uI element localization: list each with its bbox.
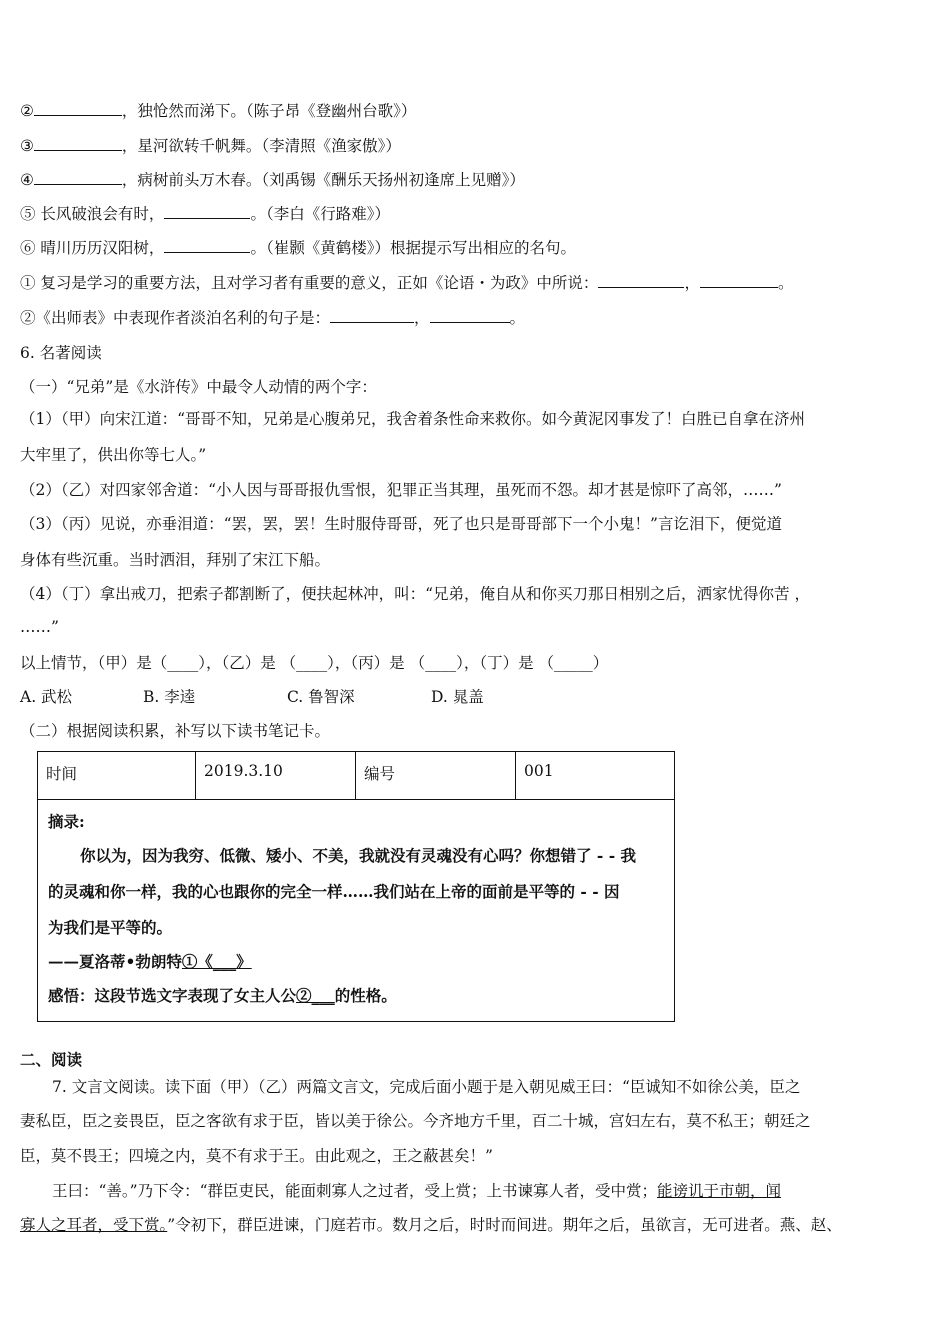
poem-6-text-before: ⑥ 晴川历历汉阳树， — [20, 239, 165, 257]
prompt-1-separator: ， — [684, 274, 700, 292]
prompt-2-end: 。 — [509, 309, 526, 327]
reflection-text: 感悟：这段节选文字表现了女主人公 — [48, 986, 297, 1005]
prompt-2-blank-b[interactable] — [430, 308, 510, 323]
reading-note-card — [37, 751, 675, 1022]
poem-line-2 — [20, 101, 416, 121]
passage-line: （1）（甲）向宋江道：“哥哥不知，兄弟是心腹弟兄，我舍着条性命来救你。如今黄泥冈事发了！白胜已自拿在济州 — [20, 410, 806, 428]
prompt-2-blank-a[interactable] — [330, 308, 414, 323]
prompt-2-separator: ， — [414, 309, 430, 327]
prompt-1-text: ① 复习是学习的重要方法，且对学习者有重要的意义，正如《论语・为政》中所说： — [20, 274, 599, 292]
poem-5-text-before: ⑤ 长风破浪会有时， — [20, 205, 165, 223]
classical-line: 妻私臣，臣之妾畏臣，臣之客欲有求于臣，皆以美于徐公。今齐地方千里，百二十城，宫妇左右，莫不私王；朝廷之 — [20, 1112, 811, 1130]
prompt-1-end: 。 — [777, 274, 794, 292]
poem-line-3 — [20, 136, 401, 156]
excerpt-line: 为我们是平等的。 — [48, 918, 173, 937]
option-a[interactable]: A. 武松 — [20, 688, 73, 706]
prompt-1-blank-a[interactable] — [598, 273, 684, 288]
poem-line-6 — [20, 238, 576, 258]
classical-line: 臣，莫不畏王；四境之内，莫不有求于王。由此观之，王之蔽甚矣！” — [20, 1147, 493, 1165]
question-6-title: 6. 名著阅读 — [20, 344, 102, 362]
match-question: 以上情节，（甲）是（____），（乙）是 （____），（丙）是 （____），（丁）是 （_____） — [20, 654, 609, 672]
excerpt-label: 摘录: — [48, 812, 85, 831]
poem-3-text: ，星河欲转千帆舞。（李清照《渔家傲》） — [121, 137, 401, 155]
excerpt-line: 你以为，因为我穷、低微、矮小、不美，我就没有灵魂没有心吗？你想错了 - - 我 — [80, 846, 637, 865]
character-trait-blank[interactable]: ②___ — [296, 986, 335, 1005]
passage-line: （3）（丙）见说，亦垂泪道：“罢，罢，罢！生时服侍哥哥，死了也只是哥哥部下一个小鬼！”言讫泪下，便觉道 — [20, 515, 782, 533]
poem-line-5 — [20, 204, 390, 224]
reflection-line — [48, 984, 397, 1006]
reflection-end: 的性格。 — [334, 986, 397, 1005]
option-b[interactable]: B. 李逵 — [143, 688, 196, 706]
poem-2-text: ，独怆然而涕下。（陈子昂《登幽州台歌》） — [121, 102, 417, 120]
poem-2-number: ② — [20, 102, 34, 120]
prompt-line-1 — [20, 273, 793, 293]
passage-line: 身体有些沉重。当时洒泪，拜别了宋江下船。 — [20, 551, 331, 569]
section-2-title: 二、阅读 — [20, 1050, 83, 1069]
answer-options — [20, 687, 484, 707]
poem-5-blank[interactable] — [164, 204, 250, 219]
classical-line: 7. 文言文阅读。读下面（甲）（乙）两篇文言文，完成后面小题于是入朝见威王曰：“臣诚知不如徐公美，臣之 — [52, 1078, 801, 1096]
poem-4-blank[interactable] — [34, 170, 122, 185]
option-d[interactable]: D. 晁盖 — [431, 688, 484, 706]
poem-2-blank[interactable] — [34, 101, 122, 116]
excerpt-line: 的灵魂和你一样，我的心也跟你的完全一样……我们站在上帝的面前是平等的 - - 因 — [48, 882, 620, 901]
author-name: ——夏洛蒂•勃朗特 — [48, 952, 182, 971]
classical-text: ”令初下，群臣进谏，门庭若市。数月之后，时时而间进。期年之后，虽欲言，无可进者。燕、赵、 — [167, 1216, 842, 1234]
classical-line — [52, 1181, 781, 1201]
poem-line-4 — [20, 170, 525, 190]
prompt-line-2 — [20, 308, 525, 328]
number-label: 编号 — [356, 752, 516, 799]
time-label: 时间 — [38, 752, 196, 799]
poem-6-blank[interactable] — [164, 238, 250, 253]
underlined-sentence-part: 能谤讥于市朝，闻 — [657, 1182, 782, 1200]
poem-6-text-after: 。（崔颢《黄鹤楼》）根据提示写出相应的名句。 — [250, 239, 576, 257]
underlined-sentence-part: 寡人之耳者，受下赏。 — [20, 1216, 168, 1234]
number-value: 001 — [524, 762, 554, 780]
classical-text: 王曰：“善。”乃下令：“群臣吏民，能面刺寡人之过者，受上赏；上书谏寡人者，受中赏； — [52, 1182, 658, 1200]
prompt-2-text: ②《出师表》中表现作者淡泊名利的句子是： — [20, 309, 331, 327]
poem-4-number: ④ — [20, 171, 34, 189]
time-value: 2019.3.10 — [196, 752, 356, 799]
prompt-1-blank-b[interactable] — [700, 273, 778, 288]
passage-line: （2）（乙）对四家邻舍道：“小人因与哥哥报仇雪恨，犯罪正当其理，虽死而不怨。却才甚是惊吓了高邻，……” — [20, 481, 782, 499]
option-c[interactable]: C. 鲁智深 — [287, 688, 355, 706]
passage-line: ……” — [20, 618, 59, 636]
part-1-title: （一）“兄弟”是《水浒传》中最令人动情的两个字： — [20, 378, 377, 396]
card-header-row — [38, 752, 674, 800]
part-2-title: （二）根据阅读积累，补写以下读书笔记卡。 — [20, 722, 331, 740]
book-title-blank[interactable]: ①《___》 — [181, 952, 252, 971]
poem-3-blank[interactable] — [34, 136, 122, 151]
author-line — [48, 950, 252, 972]
passage-line: （4）（丁）拿出戒刀，把索子都割断了，便扶起林冲，叫：“兄弟，俺自从和你买刀那日相别之后，洒家忧得你苦 ， — [20, 585, 810, 603]
poem-5-text-after: 。（李白《行路难》） — [250, 205, 390, 223]
poem-3-number: ③ — [20, 137, 34, 155]
passage-line: 大牢里了，供出你等七人。” — [20, 446, 207, 464]
poem-4-text: ，病树前头万木春。（刘禹锡《酬乐天扬州初逢席上见赠》） — [121, 171, 525, 189]
classical-line — [20, 1215, 842, 1235]
